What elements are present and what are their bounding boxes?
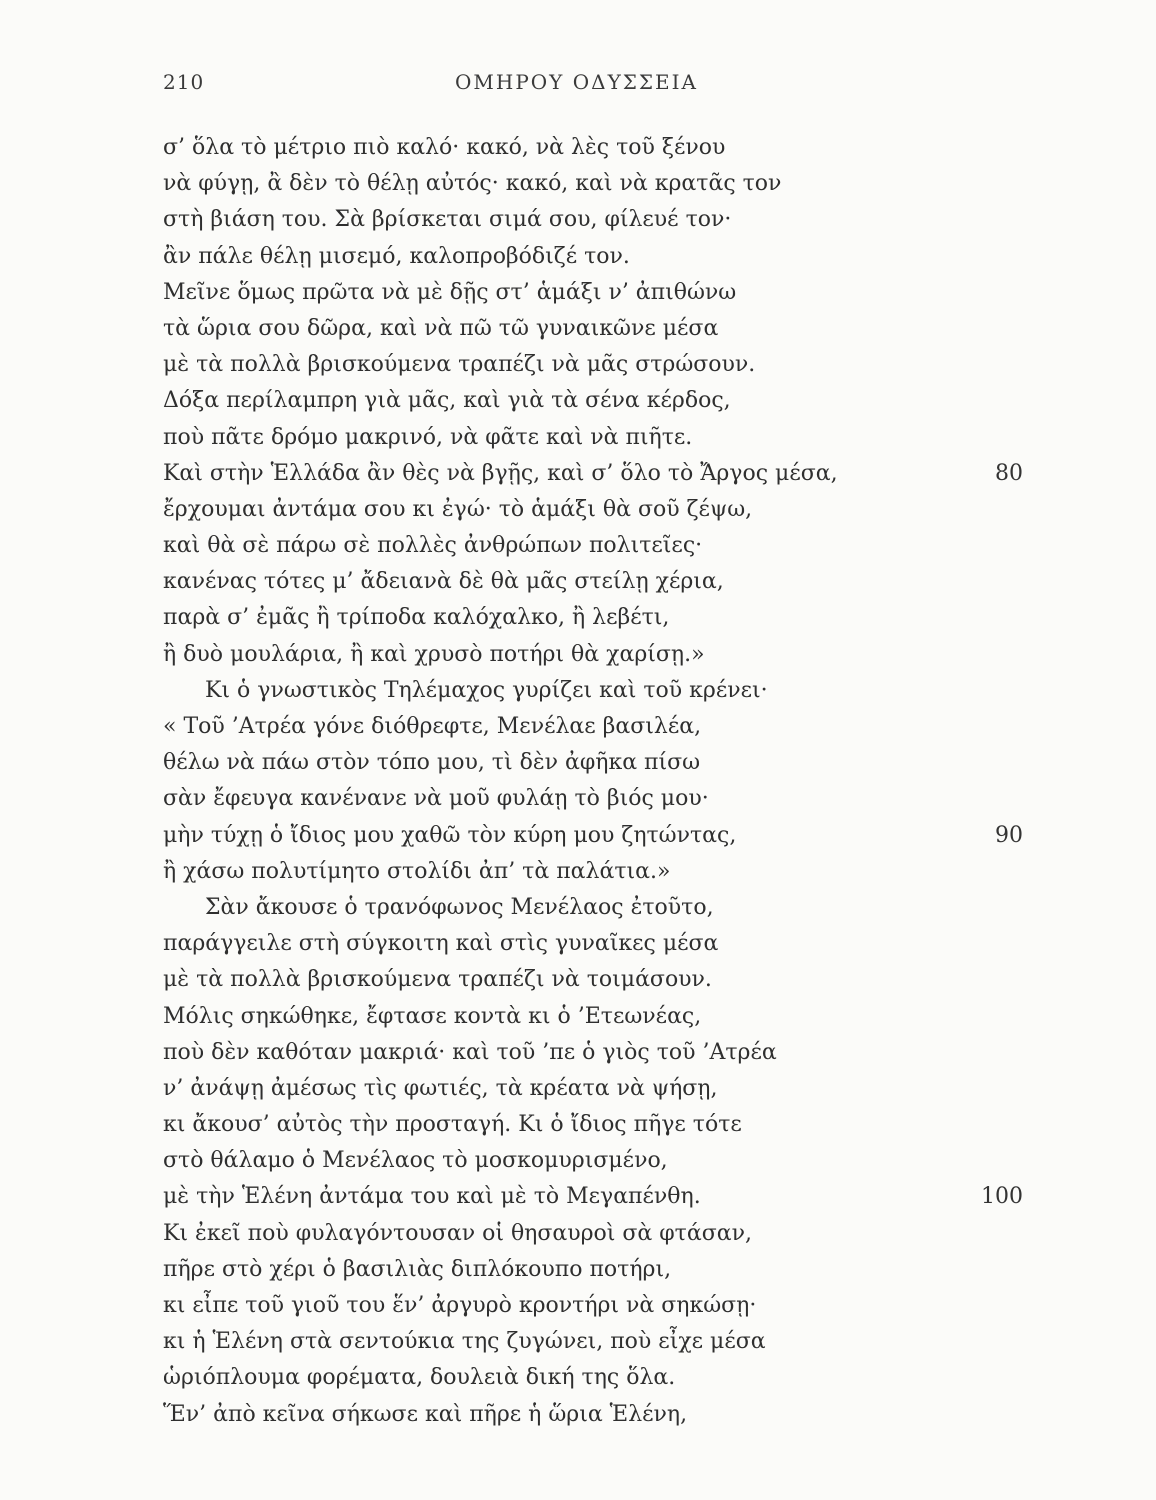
verse-line bbox=[163, 202, 1023, 238]
verse-line bbox=[163, 818, 1023, 854]
line-number: 100 bbox=[981, 1184, 1023, 1210]
verse-line-text: Μόλις σηκώθηκε, ἔφτασε κοντὰ κι ὁ ’Ετεωνέας, bbox=[163, 1003, 702, 1029]
verse-line bbox=[163, 166, 1023, 202]
verse-line bbox=[163, 1179, 1023, 1215]
verse-line bbox=[163, 1397, 1023, 1433]
verse-line bbox=[163, 890, 1023, 926]
verse-line bbox=[163, 347, 1023, 383]
verse-line bbox=[163, 1071, 1023, 1107]
verse-line bbox=[163, 637, 1023, 673]
verse-line-text: σὰν ἔφευγα κανένανε νὰ μοῦ φυλάῃ τὸ βιός μου· bbox=[163, 786, 709, 812]
verse-line-text: κι ἄκουσ’ αὐτὸς τὴν προσταγή. Κι ὁ ἴδιος πῆγε τότε bbox=[163, 1112, 742, 1138]
verse-line-text: καὶ θὰ σὲ πάρω σὲ πολλὲς ἀνθρώπων πολιτεῖες· bbox=[163, 533, 703, 559]
verse-line bbox=[163, 1288, 1023, 1324]
verse-line bbox=[163, 600, 1023, 636]
page-header bbox=[163, 70, 1023, 104]
verse-line-text: μὲ τὴν Ἑλένη ἀντάμα του καὶ μὲ τὸ Μεγαπένθη. bbox=[163, 1184, 701, 1210]
verse-line-text: ἢ χάσω πολυτίμητο στολίδι ἀπ’ τὰ παλάτια.» bbox=[163, 858, 671, 884]
verse-line-text: τὰ ὥρια σου δῶρα, καὶ νὰ πῶ τῶ γυναικῶνε μέσα bbox=[163, 315, 719, 341]
verse-line bbox=[163, 1216, 1023, 1252]
verse-line bbox=[163, 275, 1023, 311]
page-number: 210 bbox=[163, 70, 205, 94]
verse-line bbox=[163, 926, 1023, 962]
verse-line bbox=[163, 1107, 1023, 1143]
verse-line-text: Κι ἐκεῖ ποὺ φυλαγόντουσαν οἱ θησαυροὶ σὰ φτάσαν, bbox=[163, 1220, 752, 1246]
verse-line-text: ἂν πάλε θέλῃ μισεμό, καλοπροβόδιζέ τον. bbox=[163, 243, 630, 269]
verse-line-text: Σὰν ἄκουσε ὁ τρανόφωνος Μενέλαος ἐτοῦτο, bbox=[205, 894, 714, 920]
verse-line bbox=[163, 1035, 1023, 1071]
verse-line-text: κανένας τότες μ’ ἄδειανὰ δὲ θὰ μᾶς στείλῃ χέρια, bbox=[163, 569, 724, 595]
verse-line-text: Ἕν’ ἀπὸ κεῖνα σήκωσε καὶ πῆρε ἡ ὥρια Ἑλένη, bbox=[163, 1401, 688, 1427]
verse-line bbox=[163, 999, 1023, 1035]
verse-line bbox=[163, 1324, 1023, 1360]
verse-line bbox=[163, 564, 1023, 600]
verse-line-text: κι ἡ Ἑλένη στὰ σεντούκια της ζυγώνει, ποὺ εἶχε μέσα bbox=[163, 1329, 766, 1355]
verse-line-text: σ’ ὅλα τὸ μέτριο πιὸ καλό· κακό, νὰ λὲς τοῦ ξένου bbox=[163, 135, 726, 160]
verse-line bbox=[163, 420, 1023, 456]
verse-line-text: πῆρε στὸ χέρι ὁ βασιλιὰς διπλόκουπο ποτήρι, bbox=[163, 1256, 672, 1282]
line-number: 80 bbox=[995, 460, 1023, 486]
verse-line-text: παρὰ σ’ ἐμᾶς ἢ τρίποδα καλόχαλκο, ἢ λεβέτι, bbox=[163, 605, 670, 631]
verse-line-text: νὰ φύγῃ, ἂ δὲν τὸ θέλῃ αὐτός· κακό, καὶ νὰ κρατᾶς τον bbox=[163, 171, 782, 197]
verse-line bbox=[163, 1143, 1023, 1179]
verse-line-text: ποὺ πᾶτε δρόμο μακρινό, νὰ φᾶτε καὶ νὰ πιῆτε. bbox=[163, 424, 693, 450]
verse-line bbox=[163, 311, 1023, 347]
verse-line bbox=[163, 528, 1023, 564]
verse-line-text: Δόξα περίλαμπρη γιὰ μᾶς, καὶ γιὰ τὰ σένα κέρδος, bbox=[163, 388, 731, 414]
verse-line-text: μὲ τὰ πολλὰ βρισκούμενα τραπέζι νὰ μᾶς στρώσουν. bbox=[163, 352, 756, 378]
verse-line-text: Κι ὁ γνωστικὸς Τηλέμαχος γυρίζει καὶ τοῦ κρένει· bbox=[205, 677, 768, 703]
verse-line bbox=[163, 745, 1023, 781]
verse-line-text: ν’ ἀνάψῃ ἀμέσως τὶς φωτιές, τὰ κρέατα νὰ ψήσῃ, bbox=[163, 1075, 718, 1101]
verse-line-text: παράγγειλε στὴ σύγκοιτη καὶ στὶς γυναῖκες μέσα bbox=[163, 931, 719, 957]
verse-line bbox=[163, 673, 1023, 709]
verse-line-text: ἔρχουμαι ἀντάμα σου κι ἐγώ· τὸ ἁμάξι θὰ σοῦ ζέψω, bbox=[163, 496, 753, 522]
verse-line-text: ὡριόπλουμα φορέματα, δουλειὰ δική της ὅλα. bbox=[163, 1365, 676, 1391]
verse-line-text: Μεῖνε ὅμως πρῶτα νὰ μὲ δῇς στ’ ἁμάξι ν’ ἀπιθώνω bbox=[163, 279, 737, 305]
verse-line-text: ἢ δυὸ μουλάρια, ἢ καὶ χρυσὸ ποτήρι θὰ χαρίσῃ.» bbox=[163, 641, 705, 667]
verse-line bbox=[163, 1252, 1023, 1288]
verse-line-text: στὸ θάλαμο ὁ Μενέλαος τὸ μοσκομυρισμένο, bbox=[163, 1148, 668, 1174]
line-number: 90 bbox=[995, 822, 1023, 848]
verse-line-text: ποὺ δὲν καθόταν μακριά· καὶ τοῦ ’πε ὁ γιὸς τοῦ ’Ατρέα bbox=[163, 1039, 777, 1065]
running-title: ΟΜΗΡΟΥ ΟΔΥΣΣΕΙΑ bbox=[455, 70, 698, 94]
verse-line bbox=[163, 709, 1023, 745]
verse-line-text: στὴ βιάση του. Σὰ βρίσκεται σιμά σου, φίλευέ τον· bbox=[163, 207, 732, 233]
verse-line bbox=[163, 130, 1023, 166]
verse-line bbox=[163, 854, 1023, 890]
verse-line-text: κι εἶπε τοῦ γιοῦ του ἕν’ ἀργυρὸ κροντήρι νὰ σηκώσῃ· bbox=[163, 1293, 757, 1318]
verse-body bbox=[163, 130, 1023, 1433]
verse-line-text: « Τοῦ ’Ατρέα γόνε διόθρεφτε, Μενέλαε βασιλέα, bbox=[163, 714, 702, 739]
verse-line bbox=[163, 962, 1023, 998]
verse-line bbox=[163, 239, 1023, 275]
verse-line bbox=[163, 781, 1023, 817]
verse-line bbox=[163, 1360, 1023, 1396]
verse-line bbox=[163, 383, 1023, 419]
verse-line bbox=[163, 492, 1023, 528]
verse-line-text: Καὶ στὴν Ἑλλάδα ἂν θὲς νὰ βγῇς, καὶ σ’ ὅλο τὸ Ἄργος μέσα, bbox=[163, 460, 838, 486]
verse-line-text: μὴν τύχῃ ὁ ἴδιος μου χαθῶ τὸν κύρη μου ζητώντας, bbox=[163, 822, 737, 848]
verse-line-text: θέλω νὰ πάω στὸν τόπο μου, τὶ δὲν ἀφῆκα πίσω bbox=[163, 750, 701, 776]
verse-line bbox=[163, 456, 1023, 492]
verse-line-text: μὲ τὰ πολλὰ βρισκούμενα τραπέζι νὰ τοιμάσουν. bbox=[163, 967, 712, 993]
